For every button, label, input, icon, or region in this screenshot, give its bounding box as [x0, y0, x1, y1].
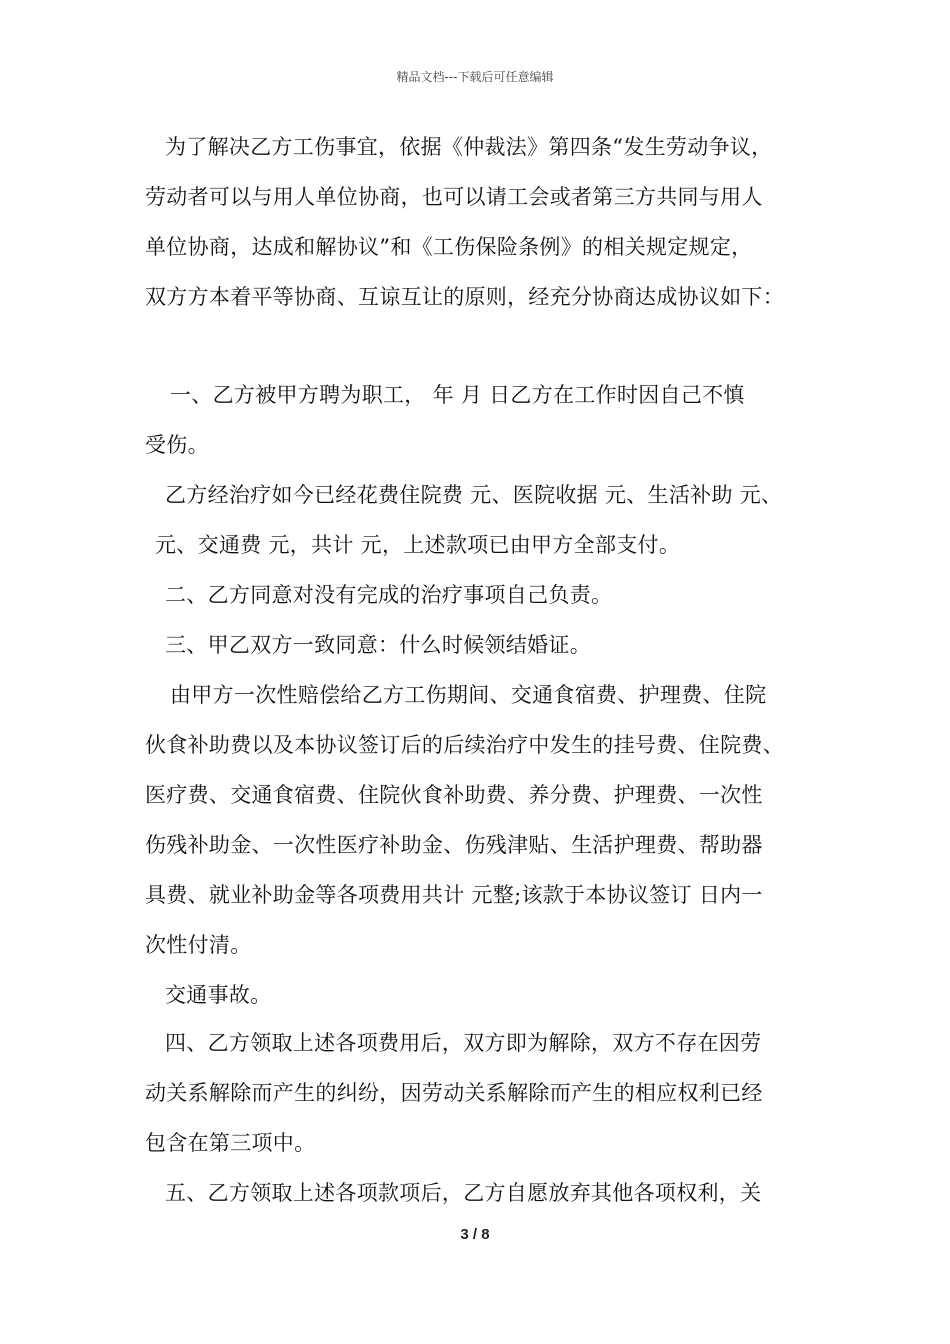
paragraph-line: 单位协商，达成和解协议”和《工伤保险条例》的相关规定规定，: [145, 235, 753, 259]
paragraph-line: 元、交通费 元，共计 元，上述款项已由甲方全部支付。: [155, 533, 681, 557]
paragraph-line: 为了解决乙方工伤事宜，依据《仲裁法》第四条“发生劳动争议，: [165, 135, 773, 159]
paragraph-line: 三、甲乙双方一致同意：什么时候领结婚证。: [165, 633, 591, 657]
paragraph-line: 伤残补助金、一次性医疗补助金、伤残津贴、生活护理费、帮助器: [145, 833, 763, 857]
paragraph-line: 伙食补助费以及本协议签订后的后续治疗中发生的挂号费、住院费、: [145, 733, 784, 757]
paragraph-line: 交通事故。: [165, 983, 272, 1007]
page-number: 3 / 8: [460, 1226, 490, 1243]
paragraph-line: 双方方本着平等协商、互谅互让的原则，经充分协商达成协议如下：: [145, 285, 784, 309]
paragraph-line: 一、乙方被甲方聘为职工， 年 月 日乙方在工作时因自己不慎: [170, 383, 745, 407]
paragraph-line: 受伤。: [145, 433, 209, 457]
paragraph-line: 由甲方一次性赔偿给乙方工伤期间、交通食宿费、护理费、住院: [170, 683, 767, 707]
paragraph-line: 包含在第三项中。: [145, 1131, 316, 1155]
paragraph-line: 五、乙方领取上述各项款项后，乙方自愿放弃其他各项权利，关: [165, 1181, 762, 1205]
paragraph-line: 医疗费、交通食宿费、住院伙食补助费、养分费、护理费、一次性: [145, 783, 763, 807]
paragraph-line: 乙方经治疗如今已经花费住院费 元、医院收据 元、生活补助 元、: [165, 483, 783, 507]
page-header: 精品文档---下载后可任意编辑: [396, 70, 554, 84]
paragraph-line: 动关系解除而产生的纠纷，因劳动关系解除而产生的相应权利已经: [145, 1081, 763, 1105]
paragraph-line: 劳动者可以与用人单位协商，也可以请工会或者第三方共同与用人: [145, 185, 763, 209]
paragraph-line: 具费、就业补助金等各项费用共计 元整;该款于本协议签订 日内一: [145, 883, 763, 907]
paragraph-line: 四、乙方领取上述各项费用后，双方即为解除，双方不存在因劳: [165, 1031, 762, 1055]
paragraph-line: 次性付清。: [145, 933, 252, 957]
paragraph-line: 二、乙方同意对没有完成的治疗事项自己负责。: [165, 583, 613, 607]
